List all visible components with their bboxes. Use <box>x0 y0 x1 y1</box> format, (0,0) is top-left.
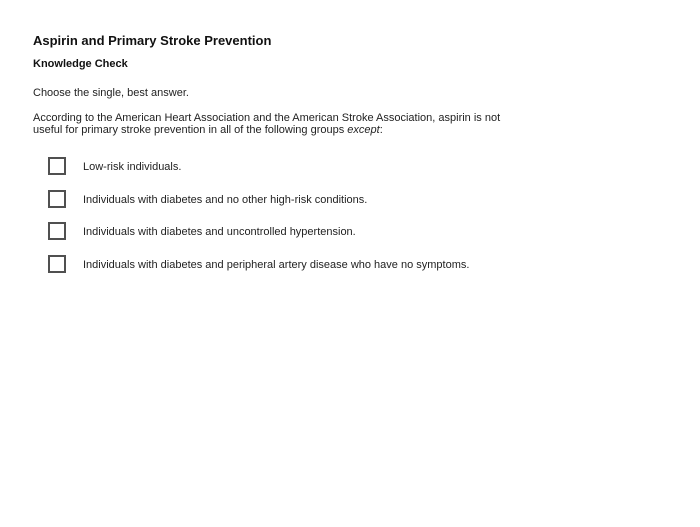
answer-label-1[interactable]: Low-risk individuals. <box>83 161 182 173</box>
answer-option-1[interactable] <box>48 157 648 179</box>
answer-label-3[interactable]: Individuals with diabetes and uncontrolled hypertension. <box>83 226 356 238</box>
question-text <box>33 112 523 136</box>
answer-checkbox-2[interactable] <box>48 190 66 208</box>
answer-label-2[interactable]: Individuals with diabetes and no other high-risk conditions. <box>83 193 368 206</box>
answer-label-4[interactable]: Individuals with diabetes and peripheral artery disease who have no symptoms. <box>83 258 470 271</box>
instruction-text: Choose the single, best answer. <box>33 87 189 99</box>
section-subtitle: Knowledge Check <box>33 58 128 70</box>
answer-option-2[interactable] <box>48 190 648 212</box>
answer-checkbox-4[interactable] <box>48 255 66 273</box>
answer-option-4[interactable] <box>48 255 648 277</box>
question-body: According to the American Heart Association and the American Stroke Association, aspirin is not useful for primary stroke prevention in all of the following groups <box>33 112 501 136</box>
answer-checkbox-3[interactable] <box>48 222 66 240</box>
question-emphasis: except <box>347 124 380 136</box>
answer-checkbox-1[interactable] <box>48 157 66 175</box>
page-title: Aspirin and Primary Stroke Prevention <box>33 33 272 48</box>
answer-option-3[interactable] <box>48 222 648 244</box>
question-suffix: : <box>379 124 383 136</box>
answer-options <box>48 157 648 287</box>
